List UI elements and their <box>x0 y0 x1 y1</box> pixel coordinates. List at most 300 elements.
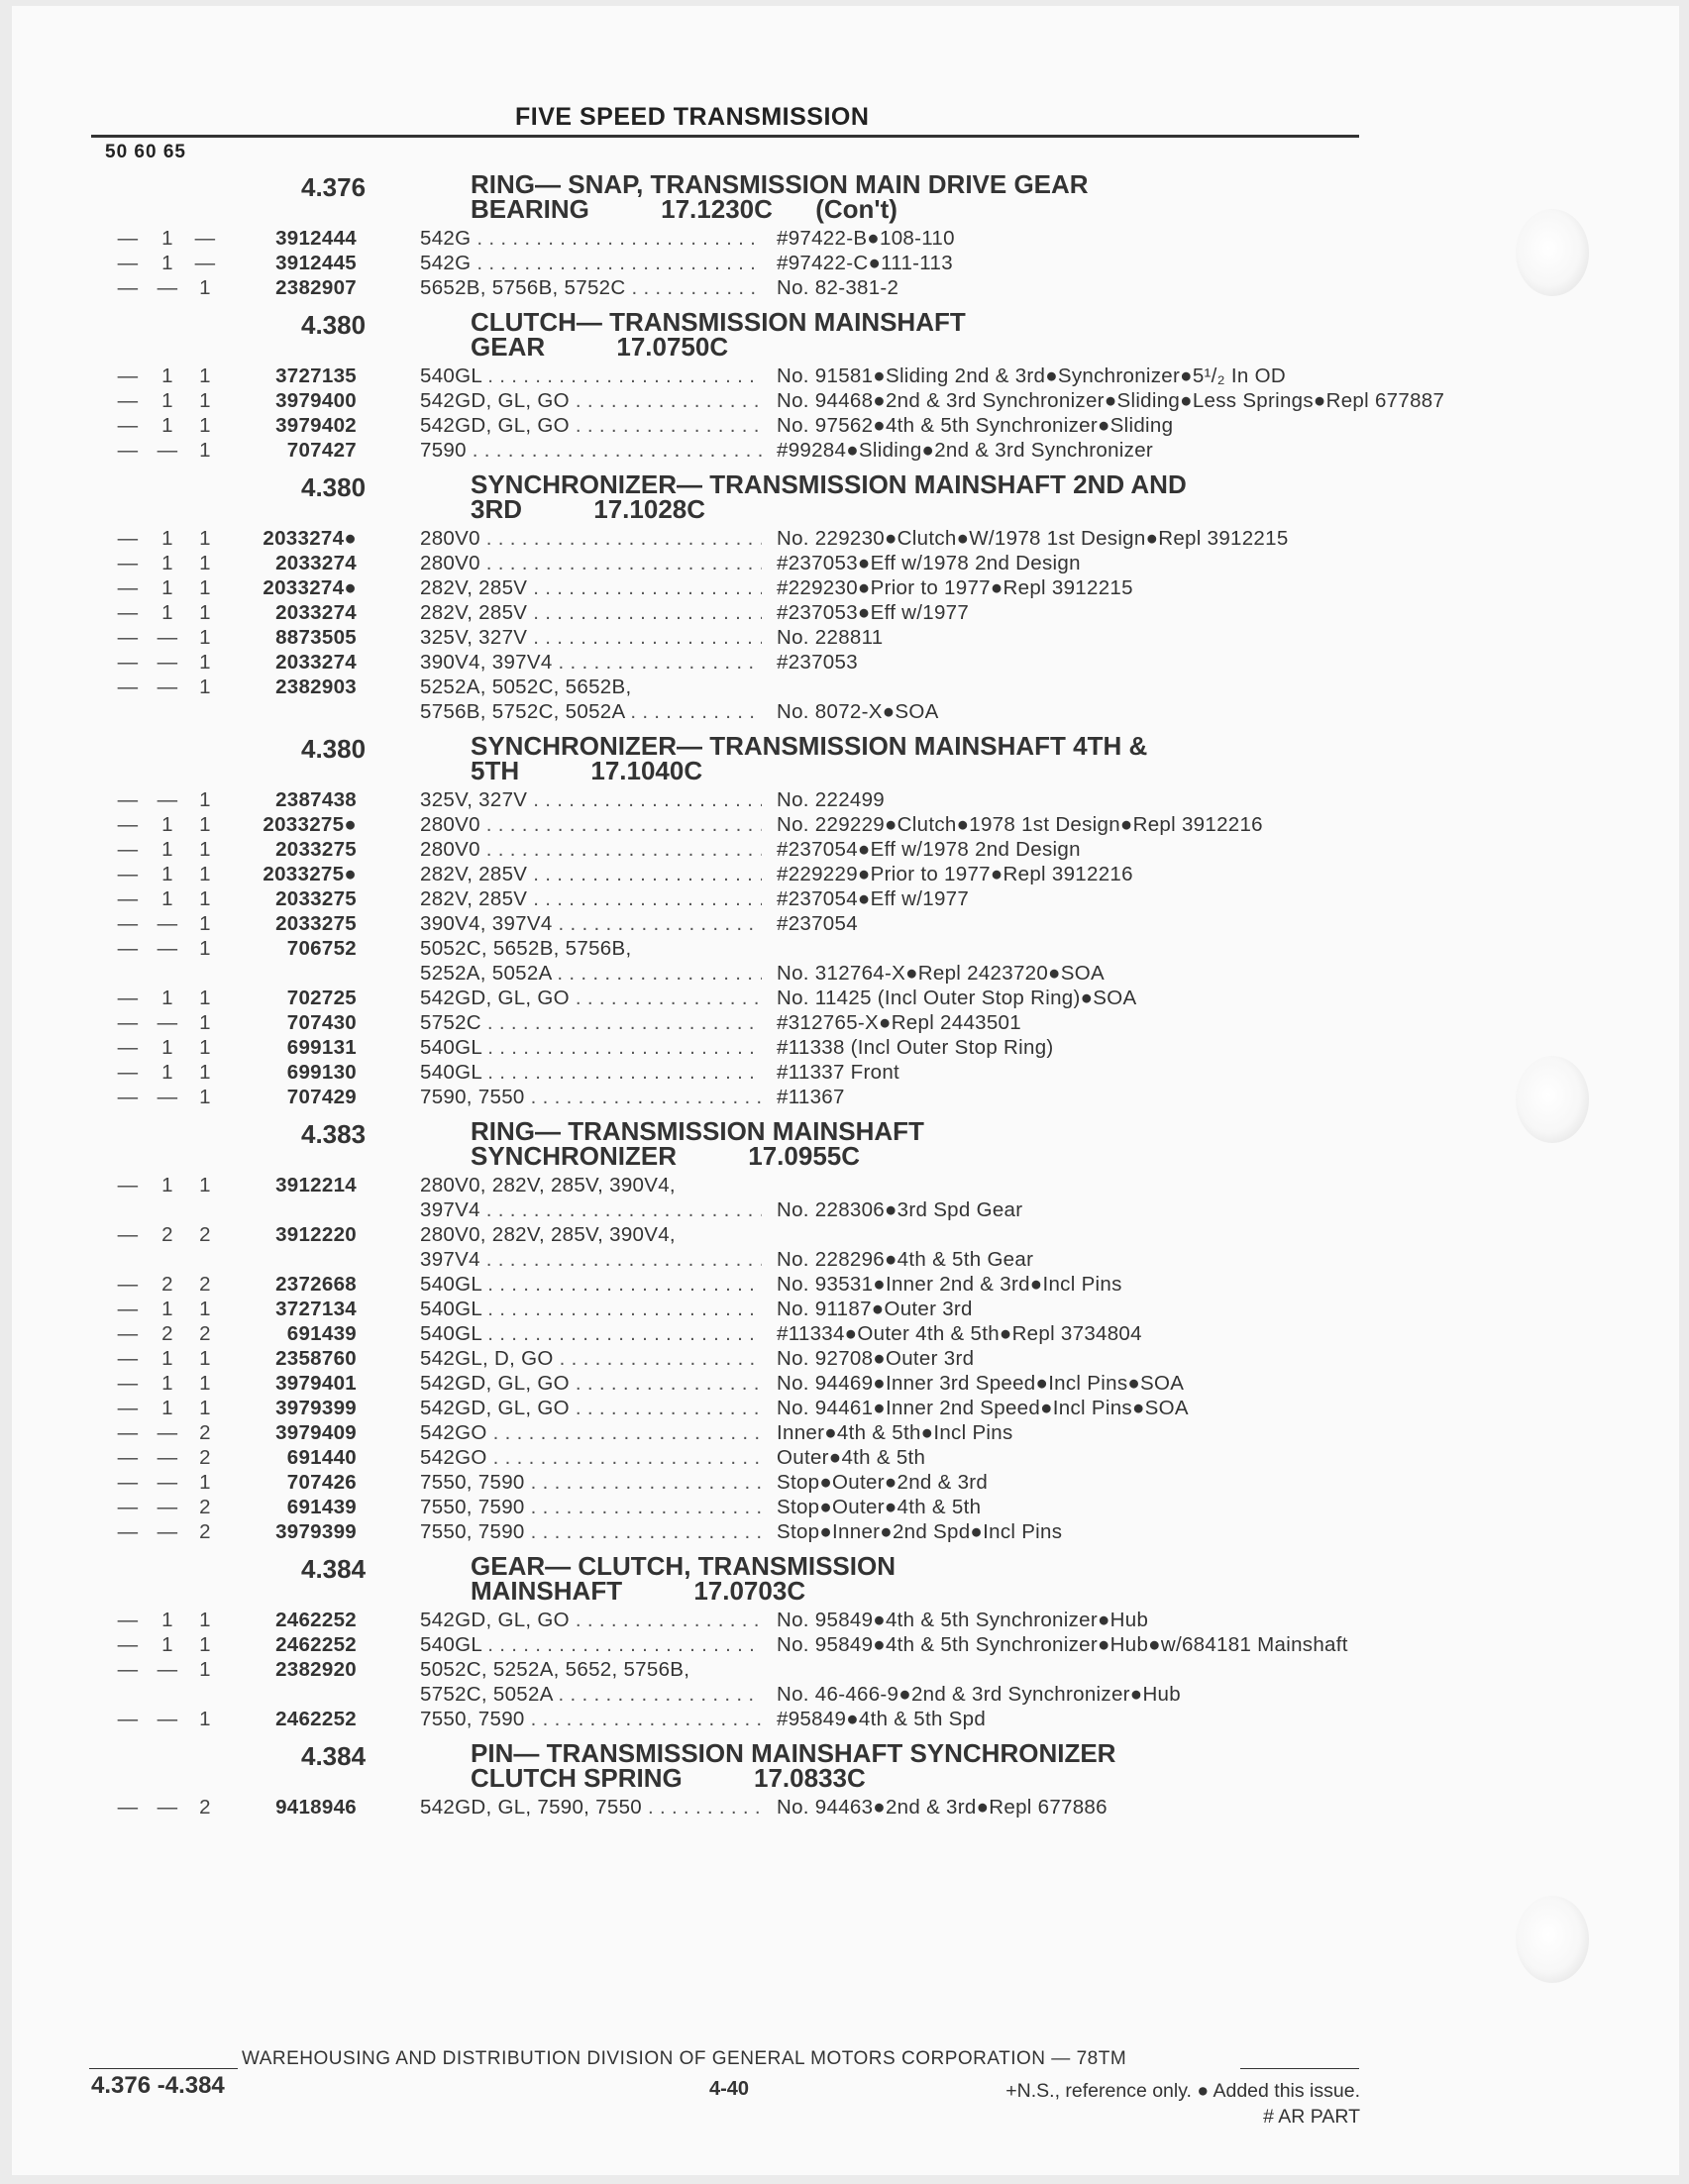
model: 542G . . . <box>420 251 762 275</box>
description: No. 94463●2nd & 3rd●Repl 677886 <box>777 1796 1108 1819</box>
part-number: 2462252 <box>275 1633 357 1656</box>
model: 5752C . . . <box>420 1010 762 1035</box>
qty-65: 1 <box>199 937 211 960</box>
part-row <box>99 438 1387 463</box>
qty-60: 2 <box>161 1322 173 1345</box>
qty-65: — <box>194 252 216 274</box>
section-title-line2: SYNCHRONIZER 17.0955C <box>471 1141 861 1171</box>
model: 540GL . . . <box>420 1272 762 1297</box>
qty-65: 1 <box>199 276 211 299</box>
qty-60: 1 <box>161 552 173 574</box>
description: Stop●Inner●2nd Spd●Incl Pins <box>777 1520 1063 1543</box>
description: #229230●Prior to 1977●Repl 3912215 <box>777 576 1133 599</box>
qty-60: — <box>157 1520 178 1543</box>
qty-65: 2 <box>199 1796 211 1819</box>
part-number: 2033275 <box>275 838 357 861</box>
qty-50: — <box>117 1446 139 1469</box>
section-title-line1: RING— SNAP, TRANSMISSION MAIN DRIVE GEAR <box>471 169 1089 199</box>
description: Outer●4th & 5th <box>777 1446 926 1469</box>
part-number: 3979401 <box>275 1372 357 1395</box>
description: No. 94468●2nd & 3rd Synchronizer●Sliding●Less Springs●Repl 677887 <box>777 389 1445 412</box>
part-number: 2462252 <box>275 1609 357 1631</box>
model: 542GD, GL, GO . . . <box>420 986 762 1010</box>
qty-50: — <box>117 1708 139 1730</box>
part-number: 707429 <box>286 1086 357 1108</box>
part-row <box>99 1519 1387 1544</box>
section-title-line1: SYNCHRONIZER— TRANSMISSION MAINSHAFT 4TH & <box>471 731 1148 761</box>
description: #237054●Eff w/1977 <box>777 887 970 910</box>
qty-50: — <box>117 788 139 811</box>
description: #237054 <box>777 912 858 935</box>
section <box>99 306 1445 463</box>
model: 282V, 285V . . . <box>420 575 762 600</box>
part-number: 2358760 <box>275 1347 357 1370</box>
qty-65: 2 <box>199 1496 211 1518</box>
qty-50: — <box>117 1273 139 1296</box>
model: 282V, 285V . . . <box>420 862 762 886</box>
description: #99284●Sliding●2nd & 3rd Synchronizer <box>777 439 1154 462</box>
description: #97422-B●108-110 <box>777 227 955 250</box>
model: 325V, 327V . . . <box>420 787 762 812</box>
section-title <box>471 169 1382 224</box>
qty-50: — <box>117 364 139 387</box>
part-row <box>99 551 1387 575</box>
part-row <box>99 1010 1387 1035</box>
section-number: 4.384 <box>301 1741 367 1771</box>
part-row <box>99 1222 1387 1272</box>
qty-60: — <box>157 626 178 649</box>
part-number: 3912445 <box>275 252 357 274</box>
model: 280V0 . . . <box>420 551 762 575</box>
qty-50: — <box>117 1372 139 1395</box>
qty-50: — <box>117 1471 139 1494</box>
model: 542GD, GL, GO . . . <box>420 1371 762 1396</box>
part-row <box>99 911 1387 936</box>
section-header <box>99 1550 1387 1608</box>
description: #237054●Eff w/1978 2nd Design <box>777 838 1081 861</box>
qty-65: 1 <box>199 1708 211 1730</box>
part-row <box>99 226 1387 251</box>
footer-rule-right <box>1240 2068 1359 2069</box>
part-number: 2033275 <box>275 887 357 910</box>
part-number: 2372668 <box>275 1273 357 1296</box>
qty-50: — <box>117 1061 139 1084</box>
description: No. 93531●Inner 2nd & 3rd●Incl Pins <box>777 1273 1122 1296</box>
part-number: 2033274 <box>275 601 357 624</box>
part-row <box>99 364 1387 388</box>
footer-note-legend: +N.S., reference only. ● Added this issue. <box>1005 2080 1360 2102</box>
qty-60: — <box>157 651 178 674</box>
part-number: 2033274 <box>275 651 357 674</box>
description: #312765-X●Repl 2443501 <box>777 1011 1021 1034</box>
qty-65: 1 <box>199 1061 211 1084</box>
description: No. 229230●Clutch●W/1978 1st Design●Repl 3912215 <box>777 527 1289 550</box>
footer-range: 4.376 -4.384 <box>91 2072 225 2099</box>
qty-50: — <box>117 838 139 861</box>
model: 282V, 285V . . . <box>420 886 762 911</box>
qty-65: 1 <box>199 788 211 811</box>
model: 390V4, 397V4 . . . <box>420 911 762 936</box>
description: #11334●Outer 4th & 5th●Repl 3734804 <box>777 1322 1142 1345</box>
qty-65: 2 <box>199 1223 211 1246</box>
qty-50: — <box>117 276 139 299</box>
qty-50: — <box>117 1036 139 1059</box>
part-row <box>99 1297 1387 1321</box>
part-number: 2033274● <box>263 527 357 550</box>
part-number: 3979409 <box>275 1421 357 1444</box>
qty-60: 1 <box>161 1372 173 1395</box>
qty-50: — <box>117 1609 139 1631</box>
model: 5252A, 5052A . . . <box>420 961 762 986</box>
part-number: 2387438 <box>275 788 357 811</box>
part-row <box>99 1060 1387 1085</box>
part-number: 3979402 <box>275 414 357 437</box>
part-row <box>99 625 1387 650</box>
part-number: 2033274● <box>263 576 357 599</box>
part-row <box>99 1321 1387 1346</box>
part-row <box>99 413 1387 438</box>
part-number: 2033275● <box>263 863 357 885</box>
part-number: 3727134 <box>275 1298 357 1320</box>
description: Stop●Outer●4th & 5th <box>777 1496 982 1518</box>
qty-60: — <box>157 1496 178 1518</box>
part-number: 2033275 <box>275 912 357 935</box>
section-title <box>471 1116 1382 1171</box>
qty-65: 2 <box>199 1446 211 1469</box>
section <box>99 1550 1387 1731</box>
qty-50: — <box>117 601 139 624</box>
description: No. 312764-X●Repl 2423720●SOA <box>777 962 1105 985</box>
part-number: 699131 <box>286 1036 357 1059</box>
qty-65: 1 <box>199 389 211 412</box>
part-row <box>99 812 1387 837</box>
part-number: 3979399 <box>275 1520 357 1543</box>
section-title-line2: BEARING 17.1230C (Con't) <box>471 194 897 224</box>
part-row <box>99 986 1387 1010</box>
part-number: 2033275● <box>263 813 357 836</box>
qty-50: — <box>117 1223 139 1246</box>
model: 325V, 327V . . . <box>420 625 762 650</box>
model: 542GD, GL, GO . . . <box>420 388 762 413</box>
model-line1: 5052C, 5252A, 5652, 5756B, <box>420 1658 690 1681</box>
section <box>99 1115 1387 1544</box>
description: No. 92708●Outer 3rd <box>777 1347 975 1370</box>
column-headers: 50 60 65 <box>105 142 186 162</box>
part-row <box>99 1495 1387 1519</box>
qty-50: — <box>117 1496 139 1518</box>
section-title-line1: PIN— TRANSMISSION MAINSHAFT SYNCHRONIZER <box>471 1738 1116 1768</box>
qty-65: 1 <box>199 676 211 698</box>
part-row <box>99 388 1445 413</box>
qty-50: — <box>117 1086 139 1108</box>
part-number: 691439 <box>286 1322 357 1345</box>
qty-60: 1 <box>161 1347 173 1370</box>
part-row <box>99 862 1387 886</box>
qty-60: 1 <box>161 364 173 387</box>
description: #11367 <box>777 1086 845 1108</box>
section-number: 4.380 <box>301 734 367 764</box>
part-row <box>99 1608 1387 1632</box>
qty-50: — <box>117 651 139 674</box>
qty-65: 1 <box>199 364 211 387</box>
qty-60: — <box>157 439 178 462</box>
qty-50: — <box>117 389 139 412</box>
description: No. 229229●Clutch●1978 1st Design●Repl 3912216 <box>777 813 1263 836</box>
qty-65: 1 <box>199 1086 211 1108</box>
section-title <box>471 307 1382 362</box>
qty-60: 1 <box>161 1036 173 1059</box>
qty-50: — <box>117 1421 139 1444</box>
model: 397V4 . . . <box>420 1197 762 1222</box>
qty-60: 1 <box>161 527 173 550</box>
qty-50: — <box>117 1011 139 1034</box>
footer-note-ar: # AR PART <box>1263 2106 1360 2128</box>
binder-hole <box>1516 1056 1589 1143</box>
section-header <box>99 730 1387 787</box>
qty-60: — <box>157 1708 178 1730</box>
model-line1: 280V0, 282V, 285V, 390V4, <box>420 1223 676 1246</box>
qty-60: 1 <box>161 1061 173 1084</box>
qty-60: 1 <box>161 227 173 250</box>
part-number: 3912444 <box>275 227 357 250</box>
qty-65: 2 <box>199 1520 211 1543</box>
part-row <box>99 837 1387 862</box>
description: No. 95849●4th & 5th Synchronizer●Hub●w/684181 Mainshaft <box>777 1633 1348 1656</box>
qty-65: 2 <box>199 1421 211 1444</box>
description: No. 94461●Inner 2nd Speed●Incl Pins●SOA <box>777 1397 1189 1419</box>
part-row <box>99 1445 1387 1470</box>
qty-65: 1 <box>199 651 211 674</box>
section-header <box>99 1115 1387 1173</box>
qty-65: 2 <box>199 1322 211 1345</box>
qty-50: — <box>117 1298 139 1320</box>
part-row <box>99 1173 1387 1222</box>
description: #237053 <box>777 651 858 674</box>
part-number: 2382920 <box>275 1658 357 1681</box>
section-title-line2: GEAR 17.0750C <box>471 332 729 362</box>
part-row <box>99 1085 1387 1109</box>
part-row <box>99 1371 1387 1396</box>
part-row <box>99 1632 1387 1657</box>
qty-65: 1 <box>199 626 211 649</box>
model: 542GL, D, GO . . . <box>420 1346 762 1371</box>
part-row <box>99 1272 1387 1297</box>
part-number: 2462252 <box>275 1708 357 1730</box>
qty-65: 1 <box>199 1036 211 1059</box>
section-title <box>471 1738 1382 1793</box>
qty-65: 1 <box>199 863 211 885</box>
qty-60: 1 <box>161 887 173 910</box>
description: #237053●Eff w/1977 <box>777 601 970 624</box>
description: No. 95849●4th & 5th Synchronizer●Hub <box>777 1609 1149 1631</box>
qty-60: 2 <box>161 1273 173 1296</box>
qty-60: — <box>157 1796 178 1819</box>
qty-60: — <box>157 1658 178 1681</box>
part-row <box>99 650 1387 675</box>
qty-50: — <box>117 937 139 960</box>
model: 540GL . . . <box>420 1632 762 1657</box>
model: 542GD, GL, GO . . . <box>420 413 762 438</box>
description: No. 46-466-9●2nd & 3rd Synchronizer●Hub <box>777 1683 1181 1706</box>
part-number: 691440 <box>286 1446 357 1469</box>
model: 540GL . . . <box>420 1035 762 1060</box>
section-number: 4.384 <box>301 1554 367 1584</box>
model: 540GL . . . <box>420 364 762 388</box>
model-line1: 280V0, 282V, 285V, 390V4, <box>420 1174 676 1196</box>
page-number: 4-40 <box>709 2078 750 2100</box>
qty-50: — <box>117 887 139 910</box>
model: 397V4 . . . <box>420 1247 762 1272</box>
qty-60: 1 <box>161 389 173 412</box>
part-row <box>99 787 1387 812</box>
model: 5752C, 5052A . . . <box>420 1682 762 1707</box>
qty-50: — <box>117 1796 139 1819</box>
model: 542GD, GL, 7590, 7550 . . . <box>420 1795 762 1820</box>
part-row <box>99 526 1387 551</box>
model: 7550, 7590 . . . <box>420 1519 762 1544</box>
qty-65: 1 <box>199 1471 211 1494</box>
part-row <box>99 251 1387 275</box>
qty-60: 1 <box>161 1298 173 1320</box>
description: No. 228306●3rd Spd Gear <box>777 1198 1023 1221</box>
part-number: 3912220 <box>275 1223 357 1246</box>
qty-50: — <box>117 227 139 250</box>
part-number: 2033274 <box>275 552 357 574</box>
qty-60: — <box>157 912 178 935</box>
qty-65: 1 <box>199 838 211 861</box>
description: #11338 (Incl Outer Stop Ring) <box>777 1036 1054 1059</box>
qty-65: 1 <box>199 527 211 550</box>
description: No. 228296●4th & 5th Gear <box>777 1248 1034 1271</box>
qty-60: — <box>157 1446 178 1469</box>
model: 542G . . . <box>420 226 762 251</box>
qty-60: 1 <box>161 576 173 599</box>
description: Stop●Outer●2nd & 3rd <box>777 1471 989 1494</box>
qty-60: — <box>157 788 178 811</box>
description: No. 222499 <box>777 788 886 811</box>
part-number: 8873505 <box>275 626 357 649</box>
description: Inner●4th & 5th●Incl Pins <box>777 1421 1013 1444</box>
qty-60: 1 <box>161 987 173 1009</box>
part-row <box>99 1795 1387 1820</box>
section-title-line2: MAINSHAFT 17.0703C <box>471 1576 806 1606</box>
qty-50: — <box>117 912 139 935</box>
section-header <box>99 168 1387 226</box>
qty-65: 1 <box>199 1011 211 1034</box>
model: 280V0 . . . <box>420 526 762 551</box>
qty-60: 1 <box>161 1609 173 1631</box>
qty-60: 2 <box>161 1223 173 1246</box>
section-header <box>99 1737 1387 1795</box>
part-row <box>99 1470 1387 1495</box>
footer-rule-left <box>89 2068 238 2069</box>
part-number: 706752 <box>286 937 357 960</box>
section-number: 4.383 <box>301 1119 367 1149</box>
qty-65: — <box>194 227 216 250</box>
qty-65: 1 <box>199 1372 211 1395</box>
part-row <box>99 1396 1387 1420</box>
description: No. 11425 (Incl Outer Stop Ring)●SOA <box>777 987 1137 1009</box>
part-row <box>99 1346 1387 1371</box>
part-number: 707426 <box>286 1471 357 1494</box>
section-number: 4.376 <box>301 172 367 202</box>
qty-65: 2 <box>199 1273 211 1296</box>
section-title-line2: CLUTCH SPRING 17.0833C <box>471 1763 866 1793</box>
qty-60: 1 <box>161 1397 173 1419</box>
qty-65: 1 <box>199 912 211 935</box>
qty-50: — <box>117 527 139 550</box>
description: #11337 Front <box>777 1061 900 1084</box>
part-number: 9418946 <box>275 1796 357 1819</box>
section-title-line1: SYNCHRONIZER— TRANSMISSION MAINSHAFT 2ND AND <box>471 469 1187 499</box>
qty-60: 1 <box>161 1633 173 1656</box>
qty-50: — <box>117 863 139 885</box>
qty-50: — <box>117 987 139 1009</box>
section-title-line2: 5TH 17.1040C <box>471 756 703 785</box>
model: 390V4, 397V4 . . . <box>420 650 762 675</box>
part-number: 691439 <box>286 1496 357 1518</box>
qty-60: 1 <box>161 252 173 274</box>
qty-65: 1 <box>199 987 211 1009</box>
part-row <box>99 1657 1387 1707</box>
qty-60: — <box>157 676 178 698</box>
qty-60: 1 <box>161 601 173 624</box>
description: No. 91581●Sliding 2nd & 3rd●Synchronizer●5¹/₂ In OD <box>777 364 1286 387</box>
qty-60: 1 <box>161 863 173 885</box>
page-title: FIVE SPEED TRANSMISSION <box>515 103 870 131</box>
qty-60: — <box>157 937 178 960</box>
part-number: 2382907 <box>275 276 357 299</box>
qty-60: — <box>157 1421 178 1444</box>
header-rule <box>91 135 1359 138</box>
qty-60: 1 <box>161 813 173 836</box>
part-number: 2382903 <box>275 676 357 698</box>
description: No. 94469●Inner 3rd Speed●Incl Pins●SOA <box>777 1372 1185 1395</box>
section <box>99 468 1387 724</box>
qty-50: — <box>117 676 139 698</box>
qty-65: 1 <box>199 552 211 574</box>
footer-notes <box>892 2078 1360 2130</box>
qty-50: — <box>117 552 139 574</box>
qty-50: — <box>117 1347 139 1370</box>
qty-60: 1 <box>161 838 173 861</box>
section-header <box>99 306 1387 364</box>
qty-60: — <box>157 276 178 299</box>
qty-65: 1 <box>199 1658 211 1681</box>
model: 542GO . . . <box>420 1445 762 1470</box>
qty-50: — <box>117 414 139 437</box>
section-title-line1: RING— TRANSMISSION MAINSHAFT <box>471 1116 924 1146</box>
section-title-line2: 3RD 17.1028C <box>471 494 706 524</box>
part-row <box>99 600 1387 625</box>
qty-60: — <box>157 1086 178 1108</box>
model: 7590, 7550 . . . <box>420 1085 762 1109</box>
section-title <box>471 469 1382 524</box>
description: #237053●Eff w/1978 2nd Design <box>777 552 1081 574</box>
section-title <box>471 731 1382 785</box>
qty-65: 1 <box>199 813 211 836</box>
qty-65: 1 <box>199 414 211 437</box>
part-row <box>99 1035 1387 1060</box>
part-number: 3979400 <box>275 389 357 412</box>
part-number: 702725 <box>286 987 357 1009</box>
description: No. 8072-X●SOA <box>777 700 939 723</box>
section-title-line1: GEAR— CLUTCH, TRANSMISSION <box>471 1551 896 1581</box>
section-header <box>99 468 1387 526</box>
part-number: 3727135 <box>275 364 357 387</box>
section-number: 4.380 <box>301 310 367 340</box>
model: 7550, 7590 . . . <box>420 1470 762 1495</box>
